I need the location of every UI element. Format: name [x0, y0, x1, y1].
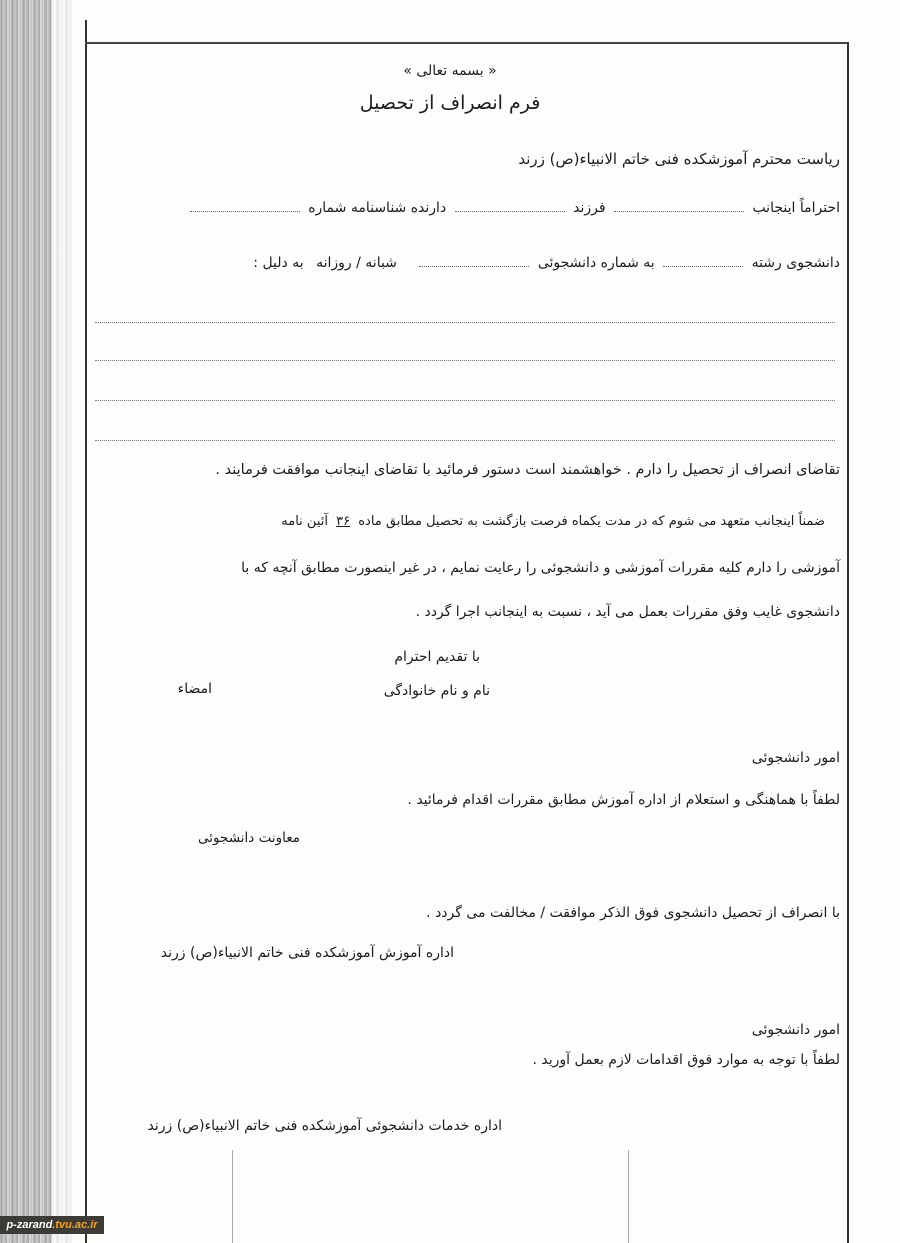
commitment-text-end: آئین نامه	[281, 514, 328, 529]
label-child-of: فرزند	[573, 200, 606, 216]
education-decision: با انصراف از تحصیل دانشجوی فوق الذکر موافقت / مخالفت می گردد .	[426, 905, 840, 921]
student-affairs-instruction: لطفاً با هماهنگی و استعلام از اداره آموزش مطابق مقررات اقدام فرمائید .	[407, 792, 840, 808]
reason-line-1[interactable]	[95, 322, 835, 323]
commitment-line-1	[281, 514, 825, 529]
invocation-heading: « بسمه تعالی »	[403, 63, 497, 79]
addressee: ریاست محترم آموزشکده فنی خاتم الانبیاء(ص) زرند	[518, 150, 840, 168]
full-name-label: نام و نام خانوادگی	[383, 683, 490, 699]
major-field[interactable]	[663, 256, 743, 267]
student-services-signer: اداره خدمات دانشجوئی آموزشکده فنی خاتم الانبیاء(ص) زرند	[147, 1118, 502, 1134]
student-number-field[interactable]	[419, 256, 529, 267]
label-id-holder: دارنده شناسنامه شماره	[308, 200, 447, 216]
reason-line-2[interactable]	[95, 360, 835, 361]
commitment-line-3: دانشجوی غایب وفق مقررات بعمل می آید ، نسبت به اینجانب اجرا گردد .	[415, 604, 840, 620]
commitment-text-start: ضمناً اینجانب متعهد می شوم که در مدت یکماه فرصت بازگشت به تحصیل مطابق ماده	[358, 514, 825, 529]
student-affairs-heading-2: امور دانشجوئی	[751, 1022, 840, 1038]
scan-artifact-line	[232, 1150, 233, 1243]
label-respectfully-i: احتراماً اینجانب	[752, 200, 840, 216]
signature-label: امضاء	[177, 681, 212, 697]
form-border-top	[85, 42, 848, 44]
regards-text: با تقدیم احترام	[394, 649, 480, 665]
watermark-domain-part: p-zarand	[6, 1219, 53, 1231]
watermark-tld-part: .tvu.ac.ir	[52, 1219, 98, 1231]
label-student-of-major: دانشجوی رشته	[751, 255, 840, 271]
scan-artifact-line	[628, 1150, 629, 1243]
reason-line-3[interactable]	[95, 400, 835, 401]
label-student-number: به شماره دانشجوئی	[537, 255, 655, 271]
student-affairs-instruction-2: لطفاً با توجه به موارد فوق اقدامات لازم بعمل آورید .	[532, 1052, 840, 1068]
reason-line-4[interactable]	[95, 440, 835, 441]
article-number: ۳۶	[336, 514, 351, 529]
form-title: فرم انصراف از تحصیل	[359, 92, 541, 114]
father-name-field[interactable]	[455, 201, 565, 212]
label-shift: شبانه / روزانه	[316, 255, 397, 271]
scan-shadow-edge	[0, 0, 52, 1243]
id-number-field[interactable]	[190, 201, 300, 212]
form-border-right	[847, 42, 849, 1243]
form-line-identity	[186, 200, 840, 216]
name-field[interactable]	[614, 201, 744, 212]
scan-shadow-edge-light	[52, 0, 72, 1243]
commitment-line-2: آموزشی را دارم کلیه مقررات آموزشی و دانشجوئی را رعایت نمایم ، در غیر اینصورت مطابق آنچه که با	[241, 560, 840, 576]
form-line-student	[253, 255, 840, 271]
education-office-signer: اداره آموزش آموزشکده فنی خاتم الانبیاء(ص) زرند	[160, 945, 454, 961]
student-deputy-signer: معاونت دانشجوئی	[198, 830, 300, 846]
form-border-left	[85, 20, 87, 1243]
site-watermark	[0, 1216, 104, 1234]
student-affairs-heading: امور دانشجوئی	[751, 750, 840, 766]
request-statement: تقاضای انصراف از تحصیل را دارم . خواهشمند است دستور فرمائید با تقاضای اینجانب موافقت فرمایند .	[215, 462, 840, 478]
label-reason: به دلیل :	[253, 255, 304, 271]
